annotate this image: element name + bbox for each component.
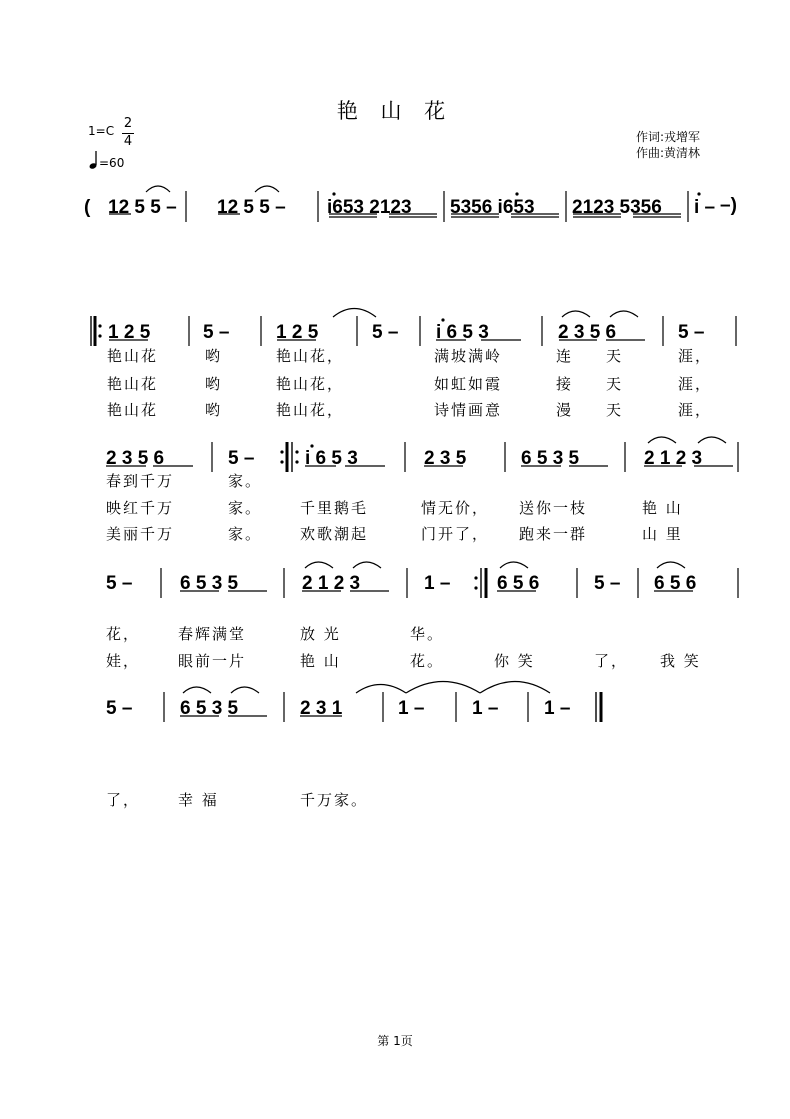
lyric: 花， [106, 625, 141, 643]
lyric: 家。 [228, 499, 263, 517]
line1-measure: 1 2 5 [108, 322, 151, 343]
lyric: 哟 [205, 401, 223, 419]
line3-measure: 5 – [106, 573, 133, 594]
lyric: 漫 [556, 401, 574, 419]
lyric: 送你一枝 [519, 499, 588, 517]
page-number: 第 1页 [377, 1034, 413, 1048]
lyric: 跑来一群 [519, 525, 588, 543]
lyric: 山 里 [642, 525, 683, 543]
intro-measure: 5356 i653 [450, 197, 535, 218]
line1-measure: 5 – [203, 322, 230, 343]
lyric: 涯， [678, 375, 713, 393]
lyric: 我 笑 [660, 652, 701, 670]
lyricist-credit: 作词:戎增军 [636, 130, 701, 144]
line2-measure: 2 3 5 [424, 448, 467, 469]
intro-measure: i653 2123 [327, 197, 412, 218]
line3-measure: 2 1 2 3 [302, 573, 361, 594]
line2-measure: 6 5 3 5 [521, 448, 580, 469]
composer-credit: 作曲:黄清林 [636, 146, 701, 160]
lyric: 满坡满岭 [434, 347, 503, 365]
line1-measure: 2 3 5 6 [558, 322, 617, 343]
lyric: 情无价， [421, 499, 490, 517]
intro-measure: 12 5 5 – [108, 197, 177, 218]
intro-measure: i – [694, 197, 716, 218]
line1-measure: i 6 5 3 [436, 322, 489, 343]
key-signature: 1=C [88, 124, 115, 138]
lyric: 欢歌潮起 [300, 525, 369, 543]
intro-close-paren: –) [720, 195, 737, 216]
lyric: 放 光 [300, 625, 341, 643]
lyric: 艳山花， [276, 401, 345, 419]
line4-measure: 1 – [544, 698, 571, 719]
lyric: 诗情画意 [434, 401, 503, 419]
line4-measure: 2 3 1 [300, 698, 343, 719]
line1-measure: 5 – [372, 322, 399, 343]
lyric: 家。 [228, 472, 263, 490]
line1-measure: 1 2 5 [276, 322, 319, 343]
lyric: 艳山花， [276, 347, 345, 365]
lyric: 了， [594, 652, 629, 670]
lyric: 映红千万 [106, 499, 175, 517]
line2-measure: 2 3 5 6 [106, 448, 165, 469]
line2-measure: i 6 5 3 [305, 448, 358, 469]
time-signature-numerator: 2 [123, 116, 133, 131]
lyric: 艳 山 [300, 652, 341, 670]
lyric: 涯， [678, 347, 713, 365]
lyric: 天 [606, 401, 624, 419]
lyric: 门开了， [421, 525, 490, 543]
lyric: 天 [606, 375, 624, 393]
line2-measure: 5 – [228, 448, 255, 469]
lyric: 哟 [205, 347, 223, 365]
line3-measure: 6 5 6 [497, 573, 540, 594]
lyric: 天 [606, 347, 624, 365]
line4-measure: 1 – [398, 698, 425, 719]
lyric: 艳山花 [107, 401, 159, 419]
line3-measure: 5 – [594, 573, 621, 594]
time-signature-denominator: 4 [123, 134, 133, 149]
line4-measure: 6 5 3 5 [180, 698, 239, 719]
lyric: 千里鹅毛 [300, 499, 369, 517]
lyric: 家。 [228, 525, 263, 543]
intro-measure: 12 5 5 – [217, 197, 286, 218]
line3-measure: 6 5 6 [654, 573, 697, 594]
lyric: 花。 [410, 652, 445, 670]
lyric: 春辉满堂 [178, 625, 247, 643]
lyric: 艳山花 [107, 347, 159, 365]
lyric: 华。 [410, 625, 445, 643]
line4-measure: 1 – [472, 698, 499, 719]
intro-measure: 2123 5356 [572, 197, 662, 218]
lyric: 了， [106, 791, 141, 809]
lyric: 艳山花 [107, 375, 159, 393]
lyric: 艳 山 [642, 499, 683, 517]
song-title: 艳 山 花 [336, 99, 454, 123]
lyric: 连 [556, 347, 574, 365]
lyric: 千万家。 [300, 791, 369, 809]
tempo-marking: =60 [99, 156, 125, 170]
lyric: 哟 [205, 375, 223, 393]
line2-measure: 2 1 2 3 [644, 448, 703, 469]
lyric: 接 [556, 375, 574, 393]
lyric: 春到千万 [106, 472, 175, 490]
lyric: 幸 福 [178, 791, 219, 809]
lyric: 美丽千万 [106, 525, 175, 543]
lyric: 娃， [106, 652, 141, 670]
line3-measure: 1 – [424, 573, 451, 594]
line3-measure: 6 5 3 5 [180, 573, 239, 594]
lyric: 艳山花， [276, 375, 345, 393]
lyric: 你 笑 [494, 652, 535, 670]
line4-measure: 5 – [106, 698, 133, 719]
lyric: 涯， [678, 401, 713, 419]
lyric: 眼前一片 [178, 652, 247, 670]
line1-measure: 5 – [678, 322, 705, 343]
lyric: 如虹如霞 [434, 375, 503, 393]
intro-open-paren: ( [84, 197, 91, 218]
